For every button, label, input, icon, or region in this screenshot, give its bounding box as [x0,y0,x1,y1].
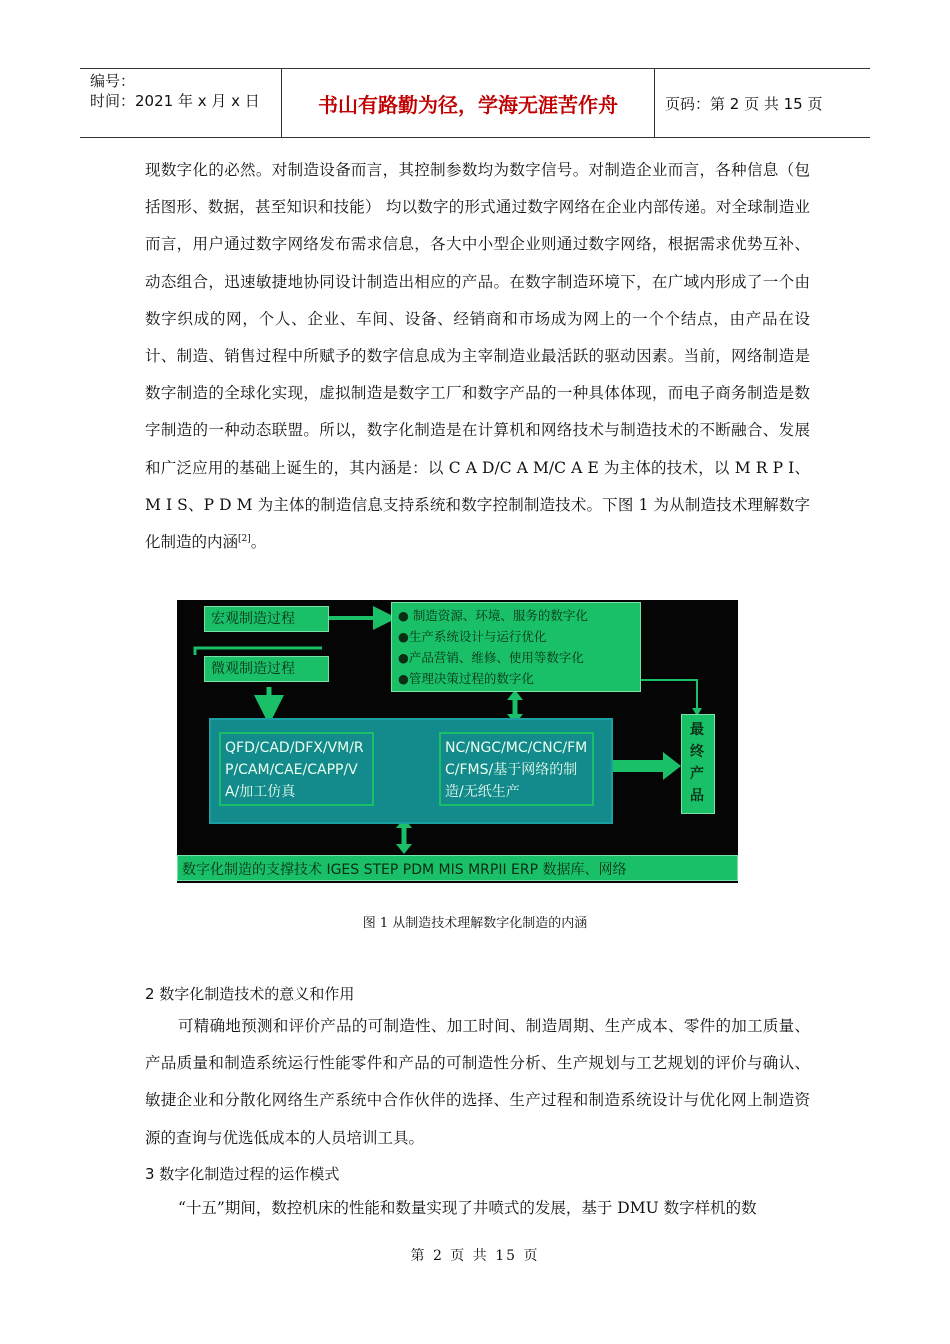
section-2-heading: 2 数字化制造技术的意义和作用 [145,985,355,1003]
core-technology-panel [209,718,613,824]
page-header [80,68,870,138]
micro-process-box: 微观制造过程 [204,656,329,682]
bullet-item: ●产品营销、维修、使用等数字化 [398,650,584,665]
bullet-item: ●管理决策过程的数字化 [398,671,534,686]
paragraph-1-text: 现数字化的必然。对制造设备而言，其控制参数均为数字信号。对制造企业而言，各种信息（包括图形、数据，甚至知识和技能） 均以数字的形式通过数字网络在企业内部传递。对全球制造业而言，用户通过数字网络发布需求信息，各大中小型企业则通过数字网络，根据需求优势互补、动态组合，迅速敏捷地协同设计制造出相应的产品。在数字制造环境下，在广域内形成了一个由数字织成的网，个人、企业、车间、设备、经销商和市场成为网上的一个个结点，由产品在设计、制造、销售过程中所赋予的数字信息成为主宰制造业最活跃的驱动因素。当前，网络制造是数字制造的全球化实现，虚拟制造是数字工厂和数字产品的一种具体体现，而电子商务制造是数字制造的一种动态联盟。所以，数字化制造是在计算机和网络技术与制造技术的不断融合、发展和广泛应用的基础上诞生的，其内涵是：以 C A D/C A M/C A E 为主体的技术，以 M R P I、M I S、P D M 为主体的制造信息支持系统和数字控制制造技术。下图 1 为从制造技术理解数字化制造的内涵 [145,161,810,552]
page-footer: 第 2 页 共 15 页 [410,1248,540,1264]
support-technology-bar: 数字化制造的支撑技术 IGES STEP PDM MIS MRPII ERP 数据库、网络 [177,855,738,881]
paragraph-1-end: 。 [250,533,267,552]
document-number-label: 编号： [90,72,136,90]
body-paragraph-3: “十五”期间，数控机床的性能和数量实现了井喷式的发展，基于 DMU 数字样机的数 [178,1199,757,1217]
manufacturing-technology-box: NC/NGC/MC/CNC/FMC/FMS/基于网络的制造/无纸生产 [439,732,594,806]
header-page-info: 页码：第 2 页 共 15 页 [665,94,823,113]
final-product-box: 最终产品 [681,714,715,814]
document-time-label: 时间：2021 年 x 月 x 日 [90,92,260,110]
digitization-bullets-box [391,602,641,692]
header-meta-cell [80,69,282,137]
figure-caption: 图 1 从制造技术理解数字化制造的内涵 [362,916,588,931]
figure-1-diagram [177,600,738,883]
body-paragraph-2: 可精确地预测和评价产品的可制造性、加工时间、制造周期、生产成本、零件的加工质量、产品质量和制造系统运行性能零件和产品的可制造性分析、生产规划与工艺规划的评价与确认、敏捷企业和分散化网络生产系统中合作伙伴的选择、生产过程和制造系统设计与优化网上制造资源的查询与优选低成本的人员培训工具。 [145,1017,810,1147]
body-paragraph-1 [145,152,810,561]
bullet-item: ● 制造资源、环境、服务的数字化 [398,608,588,623]
design-technology-box: QFD/CAD/DFX/VM/RP/CAM/CAE/CAPP/VA/加工仿真 [219,732,374,806]
citation-ref: [2] [238,533,251,544]
macro-process-box: 宏观制造过程 [204,606,329,632]
section-3-heading: 3 数字化制造过程的运作模式 [145,1165,340,1183]
header-motto: 书山有路勤为径，学海无涯苦作舟 [282,69,655,137]
bullet-item: ●生产系统设计与运行优化 [398,629,547,644]
